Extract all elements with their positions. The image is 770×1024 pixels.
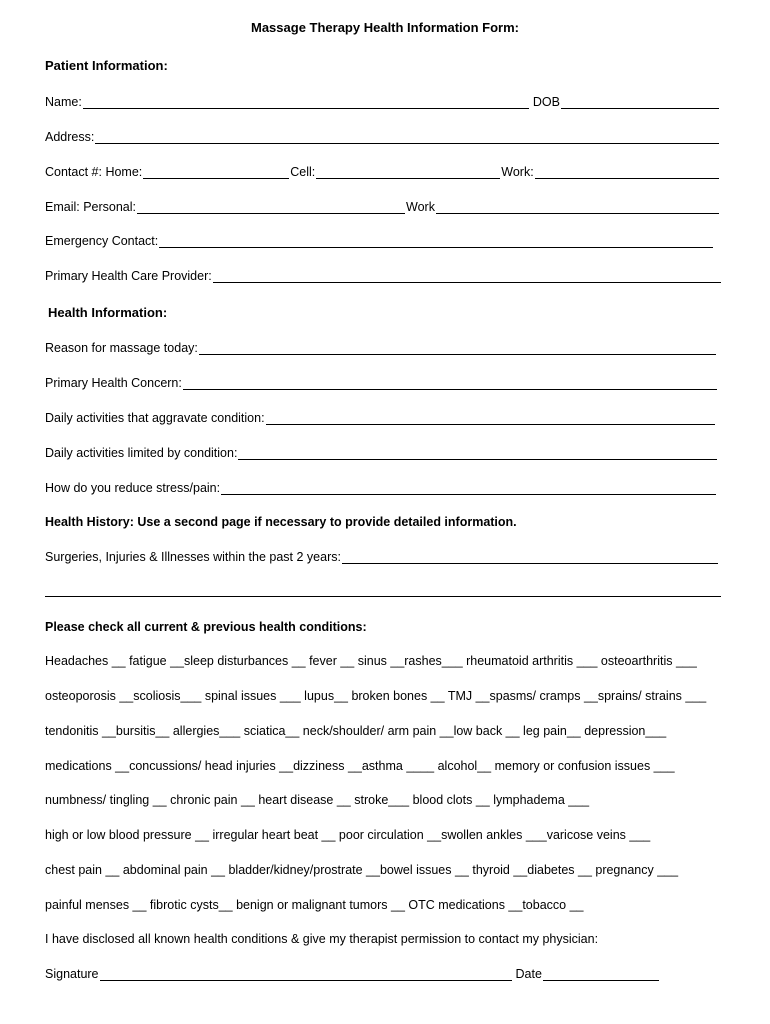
- email-work-field[interactable]: [436, 200, 719, 214]
- limited-label: Daily activities limited by condition:: [45, 446, 238, 460]
- patient-info-heading: Patient Information:: [45, 58, 168, 73]
- email-work-label: Work: [406, 200, 435, 214]
- health-history-heading: Health History: Use a second page if necessary to provide detailed information.: [45, 515, 517, 529]
- concern-label: Primary Health Concern:: [45, 376, 182, 390]
- surgeries-field[interactable]: [342, 550, 718, 564]
- email-personal-field[interactable]: [137, 200, 405, 214]
- conditions-line[interactable]: medications __concussions/ head injuries __dizziness __asthma ____ alcohol__ memory or confusion issues ___: [45, 759, 675, 773]
- health-info-heading: Health Information:: [48, 305, 168, 320]
- reason-label: Reason for massage today:: [45, 341, 198, 355]
- emergency-contact-field[interactable]: [159, 234, 713, 248]
- disclosure-statement: I have disclosed all known health conditions & give my therapist permission to contact my physician:: [45, 932, 599, 946]
- stress-field[interactable]: [221, 481, 716, 495]
- name-label: Name:: [45, 95, 82, 109]
- aggravate-label: Daily activities that aggravate condition:: [45, 411, 265, 425]
- cell-label: Cell:: [290, 165, 316, 179]
- conditions-line[interactable]: numbness/ tingling __ chronic pain __ heart disease __ stroke___ blood clots __ lymphadema ___: [45, 793, 590, 807]
- conditions-heading: Please check all current & previous health conditions:: [45, 620, 367, 634]
- address-row: [45, 130, 720, 144]
- conditions-line[interactable]: high or low blood pressure __ irregular heart beat __ poor circulation __swollen ankles ___varicose veins ___: [45, 828, 651, 842]
- dob-field[interactable]: [561, 95, 719, 109]
- limited-row: [45, 446, 718, 460]
- concern-row: [45, 376, 718, 390]
- signature-field[interactable]: [100, 967, 512, 981]
- contact-row: [45, 165, 720, 179]
- contact-home-label: Contact #: Home:: [45, 165, 143, 179]
- address-field[interactable]: [95, 130, 719, 144]
- date-label: Date: [515, 967, 542, 981]
- surgeries-continuation-line[interactable]: [45, 596, 721, 597]
- stress-row: [45, 481, 717, 495]
- work-label: Work:: [501, 165, 534, 179]
- surgeries-label: Surgeries, Injuries & Illnesses within the past 2 years:: [45, 550, 341, 564]
- emergency-row: [45, 234, 714, 248]
- conditions-line[interactable]: chest pain __ abdominal pain __ bladder/kidney/prostrate __bowel issues __ thyroid __diabetes __ pregnancy ___: [45, 863, 679, 877]
- reason-field[interactable]: [199, 341, 716, 355]
- work-phone-field[interactable]: [535, 165, 719, 179]
- aggravate-field[interactable]: [266, 411, 715, 425]
- name-field[interactable]: [83, 95, 529, 109]
- reason-row: [45, 341, 717, 355]
- email-personal-label: Email: Personal:: [45, 200, 137, 214]
- conditions-line[interactable]: tendonitis __bursitis__ allergies___ sciatica__ neck/shoulder/ arm pain __low back __ leg pain__ depression___: [45, 724, 667, 738]
- conditions-line[interactable]: painful menses __ fibrotic cysts__ benign or malignant tumors __ OTC medications __tobacco __: [45, 898, 584, 912]
- dob-label: DOB: [532, 95, 560, 109]
- date-field[interactable]: [543, 967, 659, 981]
- email-row: [45, 200, 720, 214]
- concern-field[interactable]: [183, 376, 717, 390]
- address-label: Address:: [45, 130, 95, 144]
- signature-row: [45, 967, 660, 981]
- emergency-contact-label: Emergency Contact:: [45, 234, 159, 248]
- provider-label: Primary Health Care Provider:: [45, 269, 212, 283]
- form-title: Massage Therapy Health Information Form:: [251, 20, 519, 35]
- signature-label: Signature: [45, 967, 99, 981]
- surgeries-row: [45, 550, 719, 564]
- conditions-line[interactable]: Headaches __ fatigue __sleep disturbances __ fever __ sinus __rashes___ rheumatoid arthritis ___ osteoarthritis ___: [45, 654, 697, 668]
- provider-row: [45, 269, 722, 283]
- home-phone-field[interactable]: [143, 165, 289, 179]
- stress-label: How do you reduce stress/pain:: [45, 481, 221, 495]
- cell-phone-field[interactable]: [316, 165, 500, 179]
- limited-field[interactable]: [238, 446, 717, 460]
- name-row: [45, 95, 720, 109]
- aggravate-row: [45, 411, 716, 425]
- provider-field[interactable]: [213, 269, 721, 283]
- conditions-line[interactable]: osteoporosis __scoliosis___ spinal issues ___ lupus__ broken bones __ TMJ __spasms/ cramps __sprains/ strains ___: [45, 689, 707, 703]
